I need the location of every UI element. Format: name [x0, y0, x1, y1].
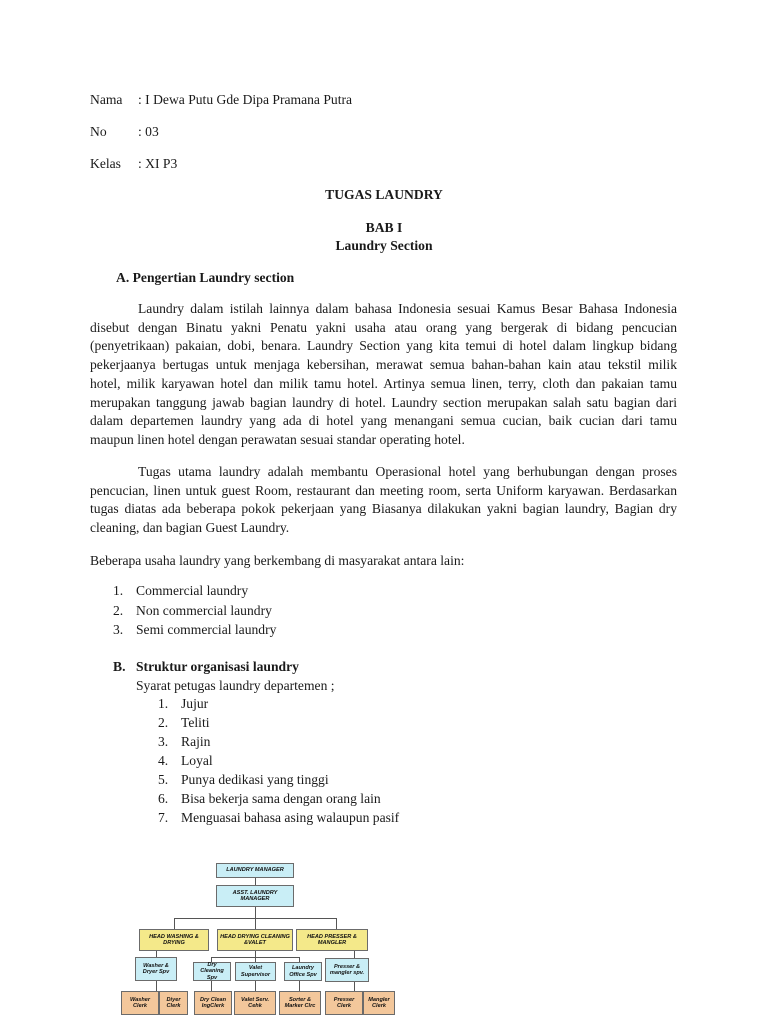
list-item-number: 2. [113, 602, 124, 618]
org-asst-manager: ASST. LAUNDRY MANAGER [216, 885, 294, 907]
org-clerk: Mangler Clerk [363, 991, 395, 1015]
list-item-number: 3. [113, 622, 124, 637]
paragraph-line: hotel, milik karyawan hotel dan milik tamu hotel. Artinya semua linen, terry, cloth dan pakaian tamu [90, 375, 677, 391]
list-item: Semi commercial laundry [136, 622, 277, 637]
section-a-paragraph-3: Beberapa usaha laundry yang berkembang di masyarakat antara lain: [90, 553, 465, 568]
org-supervisor: Dry Cleaning Spv [193, 962, 231, 981]
list-item: Loyal [181, 753, 213, 768]
document-title: TUGAS LAUNDRY [325, 187, 443, 202]
paragraph-line: pencucian, linen untuk guest Room, restaurant dan meeting room, serta Uniform karyawan. Berdasarkan [90, 482, 677, 498]
paragraph-line: maupun linen hotel dengan perawatan sesuai standar operating hotel. [90, 431, 465, 447]
list-item: Bisa bekerja sama dengan orang lain [181, 791, 381, 806]
list-item: Rajin [181, 734, 211, 749]
paragraph-line: tugas diatas ada beberapa pokok pekerjaan yang Biasanya dilakukan yakni bagian laundry, Bagian dry [90, 501, 677, 517]
no-label: No [90, 124, 107, 139]
kelas-value: : XI P3 [138, 156, 178, 171]
section-b-number: B. [113, 659, 126, 674]
org-head-presser: HEAD PRESSER & MANGLER [296, 929, 368, 951]
list-item-number: 4. [158, 753, 169, 768]
paragraph-line: pekerjaanya bertugas untuk menjaga kebersihan, merawat semua bahan-bahan kain atau tekstil milik [90, 357, 677, 373]
paragraph-line: disebut dengan Binatu yakni Penatu yakni usaha atau orang yang bergerak di bidang pencucian [90, 319, 677, 335]
paragraph-line: merupakan tanggung jawab bagian laundry di hotel. Laundry section merupakan salah satu bagian dari [90, 394, 677, 410]
nama-label: Nama [90, 92, 123, 107]
section-a-paragraph-2 [90, 463, 677, 538]
org-clerk: Presser Clerk [325, 991, 363, 1015]
list-item-number: 1. [113, 583, 124, 598]
list-item-number: 7. [158, 810, 169, 825]
section-b-intro: Syarat petugas laundry departemen ; [136, 678, 335, 693]
org-supervisor: Presser & mangler spv. [325, 958, 369, 982]
chapter-title: Laundry Section [335, 238, 433, 253]
org-clerk: Valet Serv. Cehk [234, 991, 276, 1015]
list-item-number: 3. [158, 734, 169, 749]
list-item: Punya dedikasi yang tinggi [181, 772, 329, 787]
list-item-number: 2. [158, 715, 169, 730]
list-item: Non commercial laundry [136, 602, 272, 618]
chapter-number: BAB I [365, 220, 403, 235]
org-laundry-manager: LAUNDRY MANAGER [216, 863, 294, 878]
list-item: Commercial laundry [136, 583, 249, 598]
paragraph-line: dalam departemen laundry yang ada di hotel yang menangani semua cucian, baik cucian dari tamu [90, 413, 677, 429]
org-clerk: Diyer Clerk [159, 991, 188, 1015]
paragraph-line: (penyetrikaan) pakaian, dobi, benara. Laundry Section yang kita temui di hotel dalam lingkup bidang [90, 338, 677, 354]
org-head-washing: HEAD WASHING & DRYING [139, 929, 209, 951]
kelas-label: Kelas [90, 156, 121, 171]
paragraph-line: Laundry dalam istilah lainnya dalam bahasa Indonesia sesuai Kamus Besar Bahasa Indonesia [138, 301, 677, 316]
paragraph-line: Tugas utama laundry adalah membantu Operasional hotel yang berhubungan dengan proses [138, 464, 677, 479]
org-clerk: Sorter & Marker Clrc [279, 991, 321, 1015]
list-item-number: 1. [158, 696, 169, 711]
section-a-paragraph-1 [90, 300, 677, 450]
list-item: Jujur [181, 696, 209, 711]
org-head-drying: HEAD DRYING CLEANING &VALET [217, 929, 293, 951]
list-item-number: 5. [158, 772, 169, 787]
org-clerk: Washer Clerk [121, 991, 159, 1015]
section-b-heading: Struktur organisasi laundry [136, 659, 299, 674]
org-chart [118, 853, 402, 1024]
paragraph-line: cleaning, dan bagian Guest Laundry. [90, 520, 290, 536]
no-value: : 03 [138, 124, 159, 139]
list-item: Menguasai bahasa asing walaupun pasif [181, 810, 400, 825]
org-supervisor: Laundry Office Spv [284, 962, 322, 981]
org-clerk: Dry Clean IngClerk [194, 991, 232, 1015]
list-item-number: 6. [158, 791, 169, 806]
list-item: Teliti [181, 715, 210, 730]
org-supervisor: Valet Supervisor [235, 962, 276, 981]
section-a-heading: A. Pengertian Laundry section [116, 270, 295, 285]
nama-value: : I Dewa Putu Gde Dipa Pramana Putra [138, 92, 353, 107]
org-supervisor: Washer & Dryer Spv [135, 957, 177, 981]
